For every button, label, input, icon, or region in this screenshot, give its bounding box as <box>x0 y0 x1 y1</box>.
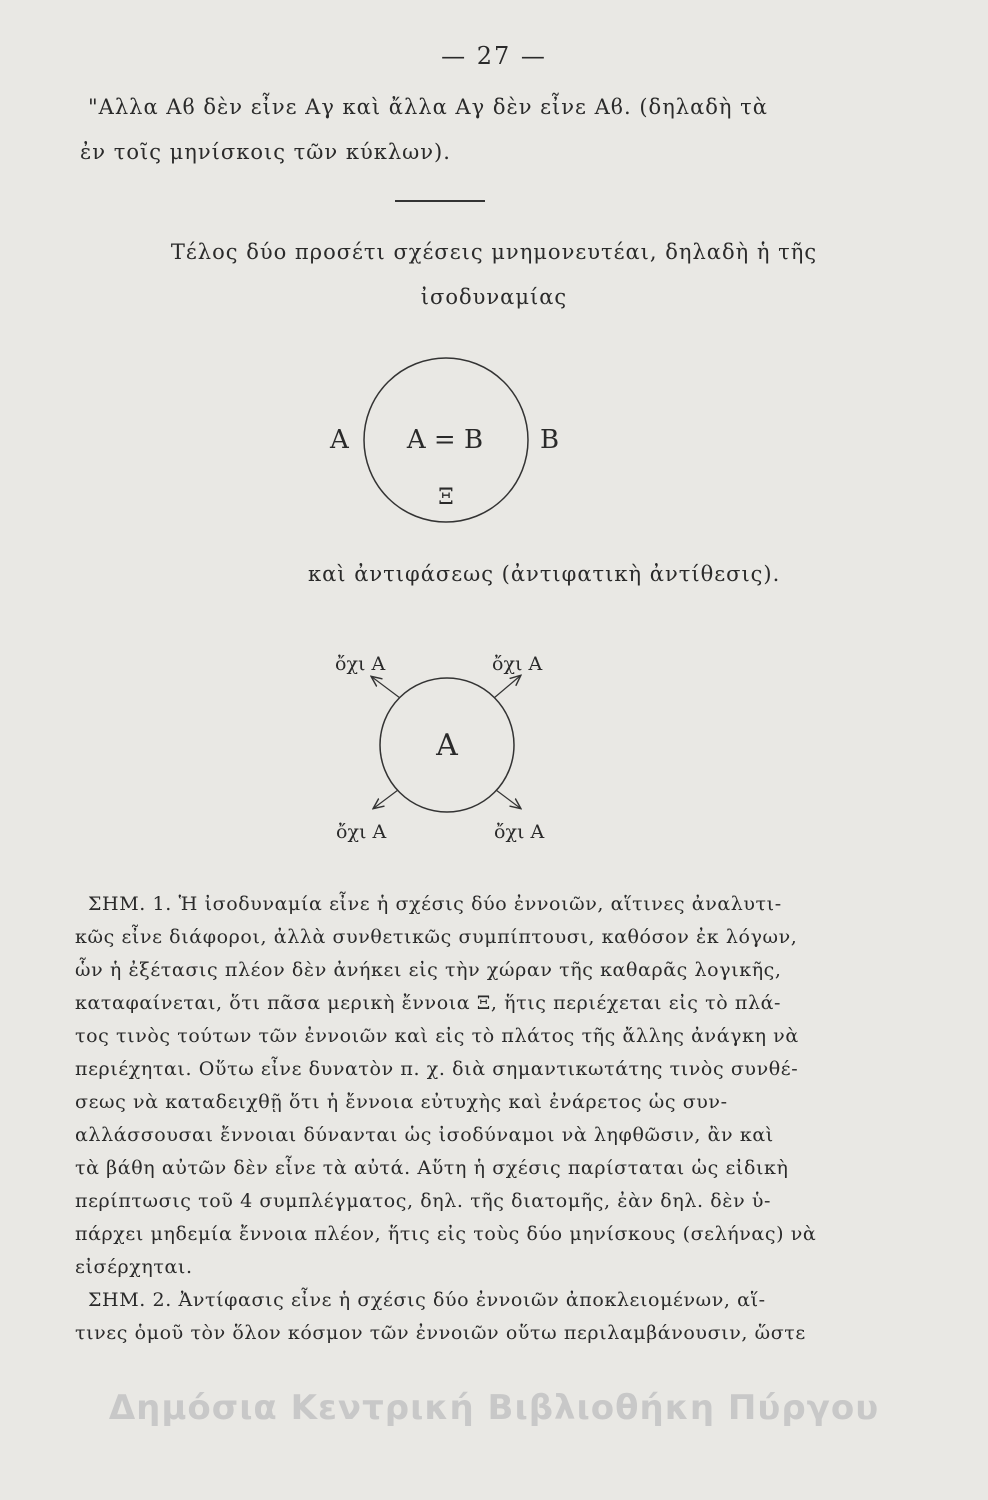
note-line: περίπτωσις τοῦ 4 συμπλέγματος, δηλ. τῆς διατομῆς, ἐὰν δηλ. δὲν ὑ- <box>75 1190 772 1212</box>
text-line: ἰσοδυναμίας <box>420 285 568 309</box>
text-line: "Αλλα Αϐ δὲν εἶνε Αγ καὶ ἄλλα Αγ δὲν εἶνε Αϐ. (δηλαδὴ τὰ <box>88 95 768 119</box>
note-line: τος τινὸς τούτων τῶν ἐννοιῶν καὶ εἰς τὸ πλάτος τῆς ἄλλης ἀνάγκη νὰ <box>75 1025 799 1047</box>
note-line: κῶς εἶνε διάφοροι, ἀλλὰ συνθετικῶς συμπίπτουσι, καθόσον ἐκ λόγων, <box>75 926 798 948</box>
note-line: σεως νὰ καταδειχθῇ ὅτι ἡ ἔννοια εὐτυχὴς καὶ ἐνάρετος ὡς συν- <box>75 1091 728 1113</box>
note-line: εἰσέρχηται. <box>75 1256 193 1278</box>
label-xi: Ξ <box>438 485 454 510</box>
label-a-equals-b: Α = Β <box>406 425 484 455</box>
note-line: ΣΗΜ. 2. Ἀντίφασις εἶνε ἡ σχέσις δύο ἐννοιῶν ἀποκλειομένων, αἵ- <box>88 1289 766 1311</box>
arrow-top-right <box>494 676 520 698</box>
label-b-outer: Β <box>540 425 560 455</box>
text-line: καὶ ἀντιφάσεως (ἀντιφατικὴ ἀντίθεσις). <box>308 562 781 586</box>
note-line: ὧν ἡ ἐξέτασις πλέον δὲν ἀνήκει εἰς τὴν χώραν τῆς καθαρᾶς λογικῆς, <box>75 959 782 981</box>
not-a-bottom-left: ὄχι Α <box>336 821 387 843</box>
note-line: πάρχει μηδεμία ἔννοια πλέον, ἥτις εἰς τοὺς δύο μηνίσκους (σελήνας) νὰ <box>75 1223 817 1245</box>
not-a-bottom-right: ὄχι Α <box>494 821 545 843</box>
arrow-top-left <box>372 677 400 698</box>
not-a-top-left: ὄχι Α <box>335 653 386 675</box>
text-line: Τέλος δύο προσέτι σχέσεις μνημονευτέαι, δηλαδὴ ἡ τῆς <box>170 240 818 264</box>
not-a-top-right: ὄχι Α <box>492 653 543 675</box>
label-a-outer: Α <box>330 425 349 455</box>
arrow-bottom-left <box>374 790 398 808</box>
library-watermark: Δημόσια Κεντρική Βιβλιοθήκη Πύργου <box>108 1388 880 1428</box>
page-number: — 27 — <box>441 42 547 70</box>
text-line: ἐν τοῖς μηνίσκοις τῶν κύκλων). <box>80 140 451 164</box>
concept-a-label: Α <box>436 728 458 763</box>
note-line: τὰ βάθη αὐτῶν δὲν εἶνε τὰ αὐτά. Αὕτη ἡ σχέσις παρίσταται ὡς εἰδικὴ <box>75 1157 789 1179</box>
note-line: ΣΗΜ. 1. Ἡ ἰσοδυναμία εἶνε ἡ σχέσις δύο ἐννοιῶν, αἵτινες ἀναλυτι- <box>88 893 782 915</box>
note-line: καταφαίνεται, ὅτι πᾶσα μερικὴ ἔννοια Ξ, ἥτις περιέχεται εἰς τὸ πλά- <box>75 992 782 1014</box>
arrow-bottom-right <box>496 790 520 808</box>
note-line: αλλάσσουσαι ἔννοιαι δύνανται ὡς ἰσοδύναμοι νὰ ληφθῶσιν, ἂν καὶ <box>75 1124 774 1146</box>
note-line: τινες ὁμοῦ τὸν ὅλον κόσμον τῶν ἐννοιῶν οὕτω περιλαμβάνουσιν, ὥστε <box>75 1322 806 1344</box>
note-line: περιέχηται. Οὕτω εἶνε δυνατὸν π. χ. διὰ σημαντικωτάτης τινὸς συνθέ- <box>75 1058 799 1080</box>
